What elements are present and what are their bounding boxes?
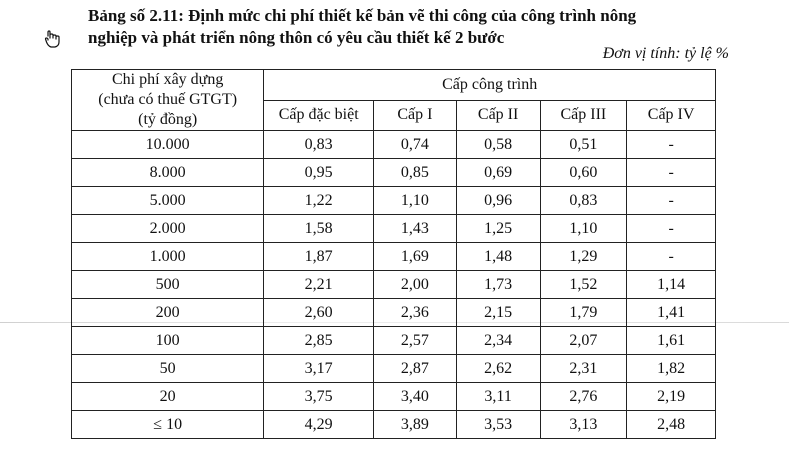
rate-cell: 4,29 [264,411,374,439]
rate-cell: 3,11 [456,383,540,411]
rate-cell: 2,00 [374,271,457,299]
rate-cell: 2,19 [627,383,716,411]
rate-cell: 3,89 [374,411,457,439]
rate-cell: 1,82 [627,355,716,383]
rate-cell: 1,10 [540,215,627,243]
grade-header-1: Cấp I [374,100,457,131]
grade-header-3: Cấp III [540,100,627,131]
table-row [72,355,716,383]
grade-header-special: Cấp đặc biệt [264,100,374,131]
cost-cell: 10.000 [72,131,264,159]
table-row [72,271,716,299]
rate-cell: 2,85 [264,327,374,355]
unit-label: Đơn vị tính: tỷ lệ % [602,45,729,62]
table-row [72,243,716,271]
rate-cell: 0,69 [456,159,540,187]
rate-cell: 1,69 [374,243,457,271]
cost-cell: 100 [72,327,264,355]
rate-cell: 1,14 [627,271,716,299]
table-row [72,159,716,187]
rate-cell: 1,41 [627,299,716,327]
grade-header-2: Cấp II [456,100,540,131]
cost-cell: 2.000 [72,215,264,243]
rate-cell: 2,15 [456,299,540,327]
table-row [72,131,716,159]
table-body [72,131,716,439]
rate-cell: - [627,215,716,243]
rate-cell: 3,75 [264,383,374,411]
table-row [72,327,716,355]
rate-cell: 2,87 [374,355,457,383]
rate-cell: 3,53 [456,411,540,439]
rate-cell: 2,31 [540,355,627,383]
rate-cell: 0,60 [540,159,627,187]
rate-cell: 1,10 [374,187,457,215]
hand-pointer-icon [44,30,64,48]
rate-cell: 2,76 [540,383,627,411]
rate-cell: 1,52 [540,271,627,299]
cost-header-line-2: (chưa có thuế GTGT) [98,91,238,108]
rate-cell: 1,48 [456,243,540,271]
rate-cell: 1,29 [540,243,627,271]
rate-cell: 0,51 [540,131,627,159]
caption-line-1: Bảng số 2.11: Định mức chi phí thiết kế bản vẽ thi công của công trình nông [88,6,637,25]
cost-cell: 200 [72,299,264,327]
table-row [72,215,716,243]
rate-cell: 2,36 [374,299,457,327]
rate-cell: 0,83 [540,187,627,215]
rate-cell: 1,43 [374,215,457,243]
rate-cell: 1,73 [456,271,540,299]
rate-cell: 2,60 [264,299,374,327]
rate-cell: 0,58 [456,131,540,159]
rate-cell: 0,96 [456,187,540,215]
rate-cell: - [627,159,716,187]
cost-cell: 5.000 [72,187,264,215]
rate-cell: 2,21 [264,271,374,299]
rate-cell: 3,13 [540,411,627,439]
rate-cell: 0,74 [374,131,457,159]
rate-cell: 1,25 [456,215,540,243]
design-cost-rate-table [71,69,716,439]
rate-cell: 1,87 [264,243,374,271]
cost-header-line-3: (tỷ đồng) [138,111,198,128]
rate-cell: 2,34 [456,327,540,355]
rate-cell: 2,48 [627,411,716,439]
rate-cell: 1,61 [627,327,716,355]
table-caption [88,5,728,49]
table-row [72,299,716,327]
cost-cell: 50 [72,355,264,383]
grade-group-header: Cấp công trình [264,70,716,101]
cost-column-header [72,70,264,131]
rate-cell: 1,58 [264,215,374,243]
cost-cell: ≤ 10 [72,411,264,439]
rate-cell: 1,79 [540,299,627,327]
rate-cell: - [627,131,716,159]
cost-cell: 8.000 [72,159,264,187]
rate-cell: 2,62 [456,355,540,383]
rate-cell: - [627,187,716,215]
table-row [72,187,716,215]
cost-cell: 500 [72,271,264,299]
rate-cell: - [627,243,716,271]
rate-cell: 1,22 [264,187,374,215]
cost-header-line-1: Chi phí xây dựng [112,71,224,88]
rate-cell: 0,85 [374,159,457,187]
rate-cell: 3,40 [374,383,457,411]
rate-cell: 3,17 [264,355,374,383]
cost-cell: 20 [72,383,264,411]
rate-cell: 2,07 [540,327,627,355]
caption-line-2: nghiệp và phát triển nông thôn có yêu cầu thiết kế 2 bước [88,28,505,47]
table-row [72,411,716,439]
rate-cell: 2,57 [374,327,457,355]
cost-cell: 1.000 [72,243,264,271]
grade-header-4: Cấp IV [627,100,716,131]
table-row [72,383,716,411]
rate-cell: 0,83 [264,131,374,159]
rate-cell: 0,95 [264,159,374,187]
